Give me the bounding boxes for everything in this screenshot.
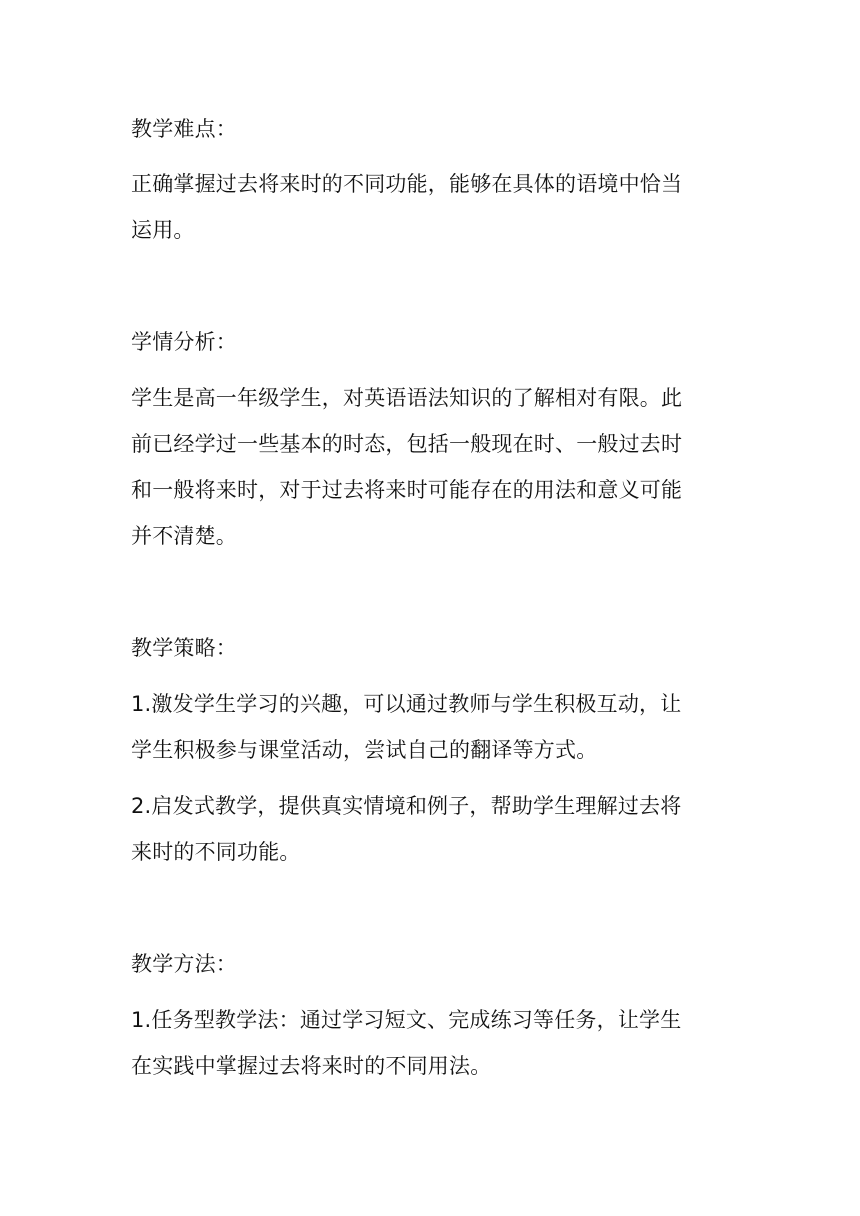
analysis-line-2: 前已经学过一些基本的时态，包括一般现在时、一般过去时 (131, 432, 683, 456)
analysis-line-1: 学生是高一年级学生，对英语语法知识的了解相对有限。此 (131, 386, 683, 410)
strategy-item-1-line-2: 学生积极参与课堂活动，尝试自己的翻译等方式。 (131, 738, 598, 762)
difficulty-line-2: 运用。 (131, 218, 195, 242)
strategy-item-2-line-1: 2.启发式教学，提供真实情境和例子，帮助学生理解过去将 (131, 794, 682, 818)
strategy-item-1-line-1: 1.激发学生学习的兴趣，可以通过教师与学生积极互动，让 (131, 692, 682, 716)
strategy-heading: 教学策略： (131, 636, 237, 660)
difficulty-line-1: 正确掌握过去将来时的不同功能，能够在具体的语境中恰当 (131, 172, 683, 196)
analysis-line-3: 和一般将来时，对于过去将来时可能存在的用法和意义可能 (131, 478, 683, 502)
method-item-1-line-2: 在实践中掌握过去将来时的不同用法。 (131, 1054, 492, 1078)
difficulty-heading: 教学难点： (131, 117, 237, 141)
analysis-line-4: 并不清楚。 (131, 524, 237, 548)
method-item-1-line-1: 1.任务型教学法：通过学习短文、完成练习等任务，让学生 (131, 1008, 682, 1032)
method-heading: 教学方法： (131, 952, 237, 976)
strategy-item-2-line-2: 来时的不同功能。 (131, 840, 301, 864)
analysis-heading: 学情分析： (131, 330, 237, 354)
